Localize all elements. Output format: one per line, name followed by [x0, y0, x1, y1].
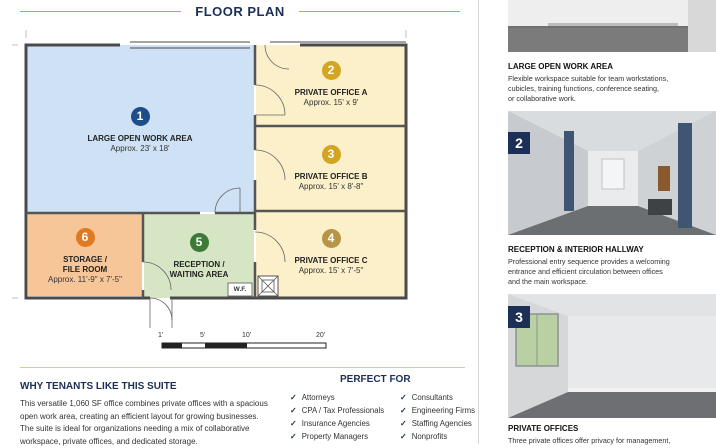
room-5-name: RECEPTION /	[173, 260, 224, 270]
section-divider	[20, 367, 465, 368]
perfect-for-item: ✓ CPA / Tax Professionals	[290, 406, 384, 415]
room-2-name: PRIVATE OFFICE A	[295, 88, 368, 98]
room-6-label	[28, 226, 142, 286]
check-icon: ✓	[400, 393, 407, 402]
room-4-label	[256, 226, 406, 278]
sidebar-text-2: Professional entry sequence provides a welcoming entrance and efficient circulation between offices and the main workspace.	[508, 257, 708, 287]
room-1-size: Approx. 23' x 18'	[110, 144, 169, 154]
perfect-for-item: ✓ Nonprofits	[400, 432, 447, 441]
room-3-label	[256, 142, 406, 194]
scale-tick-5: 5'	[200, 332, 205, 339]
photo-open-work-area	[508, 0, 716, 52]
scale-bar	[162, 343, 326, 348]
perfect-for-item: ✓ Insurance Agencies	[290, 419, 370, 428]
sidebar-divider	[478, 0, 479, 444]
room-3-number: 3	[322, 145, 341, 164]
wf-label: W.F.	[229, 286, 251, 293]
room-3-size: Approx. 15' x 8'-8"	[299, 182, 364, 192]
scale-tick-10: 10'	[242, 332, 251, 339]
sidebar-badge-3: 3	[508, 306, 530, 328]
check-icon: ✓	[290, 419, 297, 428]
room-2-number: 2	[322, 61, 341, 80]
perfect-for-item: ✓ Attorneys	[290, 393, 335, 402]
room-4-number: 4	[322, 229, 341, 248]
photo-hallway	[508, 111, 716, 235]
check-icon: ✓	[400, 419, 407, 428]
sidebar-text-1: Flexible workspace suitable for team workstations, cubicles, training functions, conference seating, or collaborative work.	[508, 74, 708, 104]
sidebar-heading-2: RECEPTION & INTERIOR HALLWAY	[508, 245, 644, 254]
room-4-size: Approx. 15' x 7'-5"	[299, 266, 364, 276]
perfect-for-item: ✓ Engineering Firms	[400, 406, 475, 415]
why-line: This versatile 1,060 SF office combines private offices with a spacious	[20, 398, 280, 411]
sidebar-badge-2: 2	[508, 132, 530, 154]
sidebar-heading-3: PRIVATE OFFICES	[508, 424, 578, 433]
room-6-number: 6	[76, 228, 95, 247]
sidebar-text-3: Three private offices offer privacy for management,	[508, 436, 708, 446]
sidebar-heading-1: LARGE OPEN WORK AREA	[508, 62, 613, 71]
room-1-number: 1	[131, 107, 150, 126]
room-4-name: PRIVATE OFFICE C	[294, 256, 367, 266]
why-line: workspace, private offices, and dedicated storage.	[20, 436, 280, 448]
room-2-size: Approx. 15' x 9'	[304, 98, 359, 108]
room-6-name-2: FILE ROOM	[63, 265, 107, 275]
scale-tick-20: 20'	[316, 332, 325, 339]
check-icon: ✓	[400, 406, 407, 415]
photo-private-office	[508, 294, 716, 418]
perfect-for-item: ✓ Staffing Agencies	[400, 419, 472, 428]
why-line: The suite is ideal for organizations needing a mix of collaborative	[20, 423, 280, 436]
check-icon: ✓	[290, 432, 297, 441]
room-3-name: PRIVATE OFFICE B	[294, 172, 367, 182]
room-5-name-2: WAITING AREA	[170, 270, 229, 280]
room-2-label	[256, 58, 406, 110]
perfect-for-item: ✓ Consultants	[400, 393, 453, 402]
room-6-name: STORAGE /	[63, 255, 107, 265]
perfect-for-item: ✓ Property Managers	[290, 432, 368, 441]
check-icon: ✓	[290, 393, 297, 402]
floor-plan-title: FLOOR PLAN	[181, 4, 299, 19]
check-icon: ✓	[290, 406, 297, 415]
check-icon: ✓	[400, 432, 407, 441]
room-5-label	[144, 230, 254, 282]
room-5-number: 5	[190, 233, 209, 252]
perfect-for-title: PERFECT FOR	[340, 374, 411, 385]
why-text	[20, 398, 280, 448]
room-6-size: Approx. 11'-9" x 7'-5"	[48, 275, 122, 285]
room-1-name: LARGE OPEN WORK AREA	[87, 134, 192, 144]
scale-tick-1: 1'	[158, 332, 163, 339]
room-1-label	[26, 100, 254, 160]
why-title: WHY TENANTS LIKE THIS SUITE	[20, 381, 177, 392]
why-line: open work area, creating an efficient layout for growing businesses.	[20, 411, 280, 424]
